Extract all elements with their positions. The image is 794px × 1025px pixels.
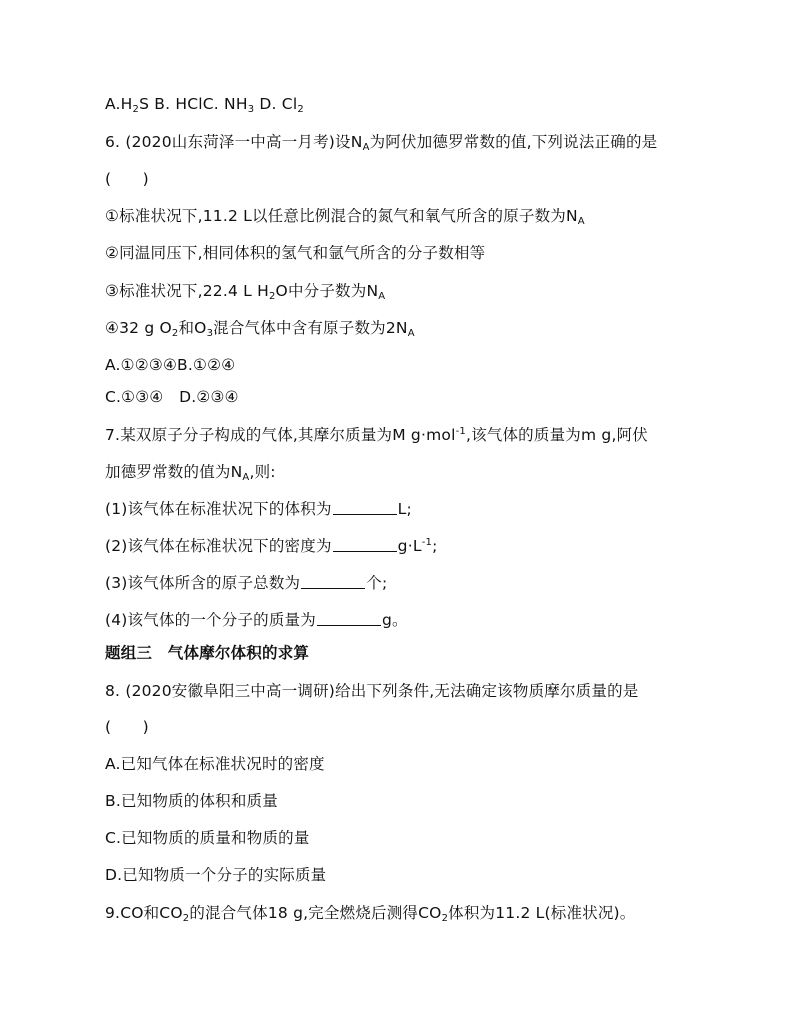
q6-statement-4: ④32 g $O_2$和$O_3$混合气体中含有原子数为$2N_A$	[105, 319, 415, 339]
q8-option-a: A.已知气体在标准状况时的密度	[105, 755, 325, 773]
q6-statement-1: ①标准状况下,11.2 L以任意比例混合的氮气和氧气所含的原子数为$N_A$	[105, 207, 585, 227]
q7-stem-line2: 加德罗常数的值为$N_A$,则:	[105, 463, 276, 483]
q7-part-4: (4)该气体的一个分子的质量为 g。	[105, 611, 408, 629]
q5-options: $A.H_2S$ B. HClC. $NH_3$ D. $Cl_2$	[105, 95, 304, 115]
q6-options-cd: C.①③④ D.②③④	[105, 388, 239, 406]
answer-blank[interactable]	[333, 500, 397, 515]
q6-options-ab: A.①②③④B.①②④	[105, 356, 236, 374]
section-heading: 题组三 气体摩尔体积的求算	[105, 644, 310, 662]
q8-option-b: B.已知物质的体积和质量	[105, 792, 278, 810]
answer-blank[interactable]	[301, 574, 365, 589]
q7-part-2: (2)该气体在标准状况下的密度为 $g\cdot L^{-1}$;	[105, 537, 438, 555]
q8-stem: 8. (2020安徽阜阳三中高一调研)给出下列条件,无法确定该物质摩尔质量的是	[105, 682, 639, 700]
q7-stem: 7.某双原子分子构成的气体,其摩尔质量为M g·mol$^{-1}$,该气体的质量为m g,阿伏	[105, 426, 648, 444]
q6-statement-3: ③标准状况下,22.4 L $H_2O$中分子数为$N_A$	[105, 282, 386, 302]
q8-option-d: D.已知物质一个分子的实际质量	[105, 866, 327, 884]
q7-part-1: (1)该气体在标准状况下的体积为 L;	[105, 500, 412, 518]
q8-option-c: C.已知物质的质量和物质的量	[105, 829, 310, 847]
q6-stem: 6. (2020山东菏泽一中高一月考)设$N_A$为阿伏加德罗常数的值,下列说法正确的是	[105, 133, 658, 153]
q7-part-3: (3)该气体所含的原子总数为 个;	[105, 574, 388, 592]
answer-blank[interactable]	[317, 611, 381, 626]
q8-answer-paren: ( )	[105, 718, 149, 736]
q9-stem: 9.CO和$CO_2$的混合气体18 g,完全燃烧后测得$CO_2$体积为11.2 L(标准状况)。	[105, 904, 636, 924]
q6-answer-paren: ( )	[105, 170, 149, 188]
q6-statement-2: ②同温同压下,相同体积的氢气和氩气所含的分子数相等	[105, 244, 486, 262]
answer-blank[interactable]	[333, 537, 397, 552]
